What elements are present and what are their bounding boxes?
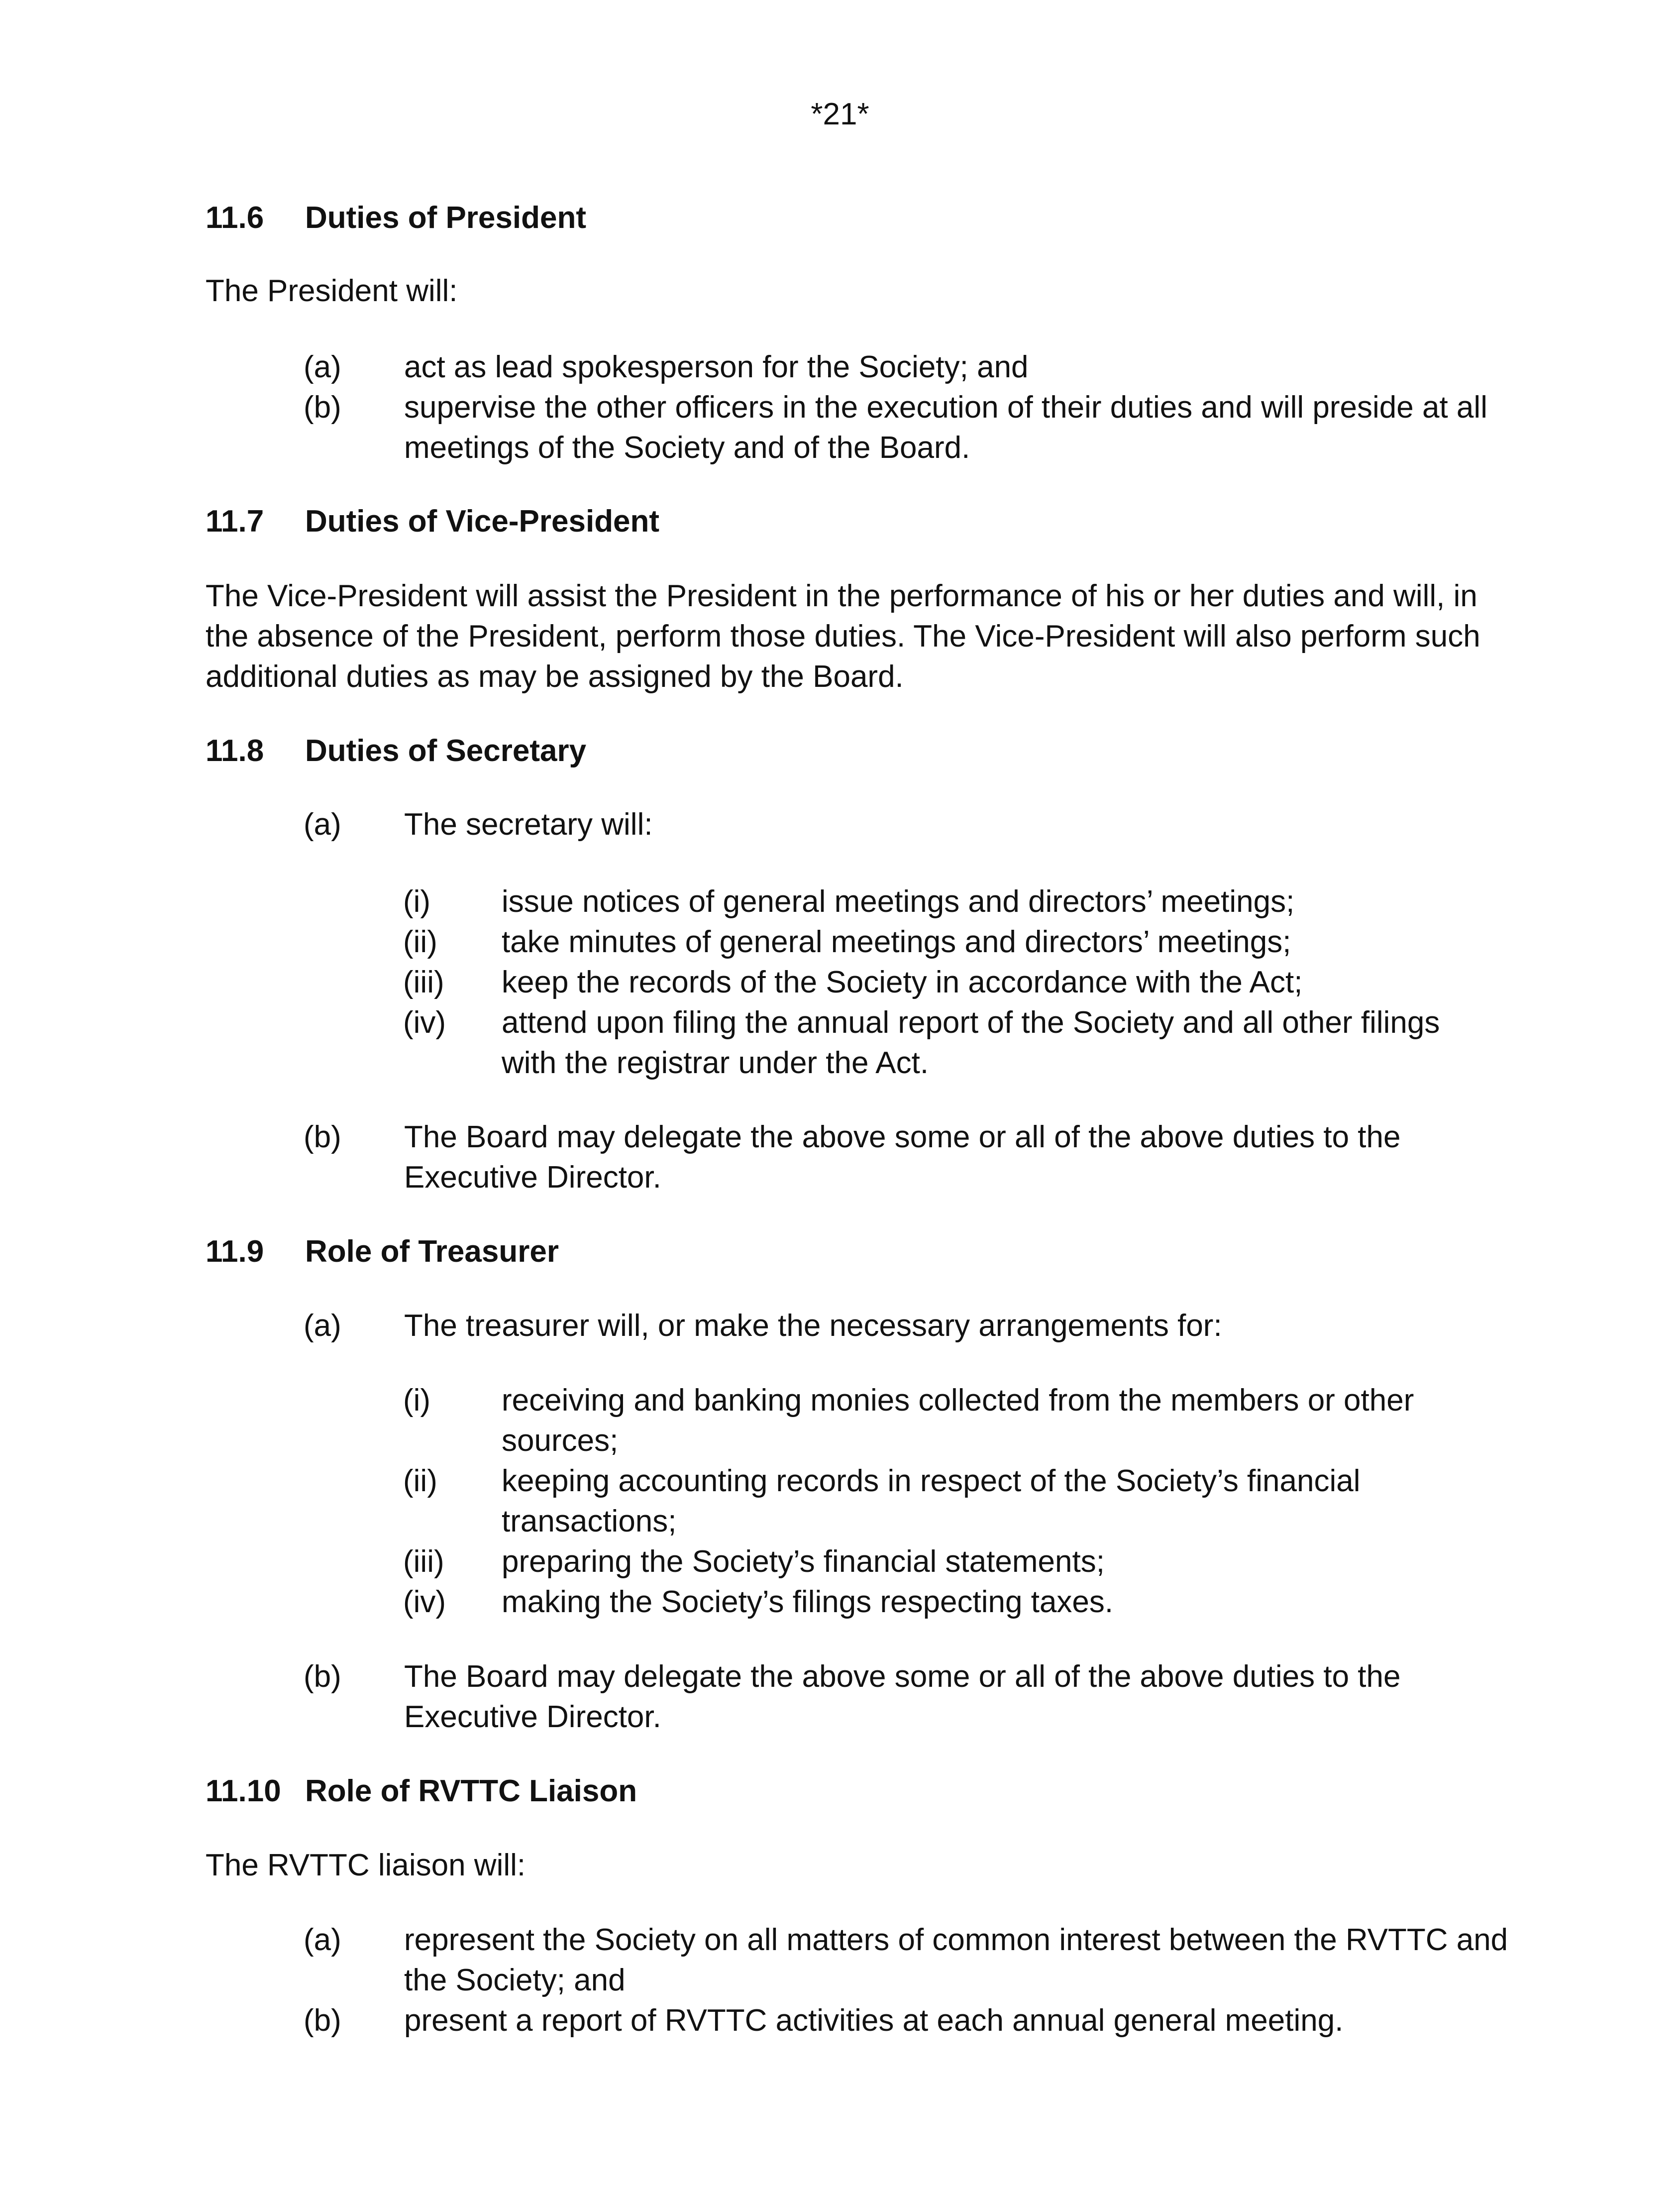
paragraph-line: additional duties as may be assigned by the Board.: [206, 659, 904, 694]
subitem-text: preparing the Society’s financial statements;: [502, 1544, 1105, 1579]
item-text: The secretary will:: [404, 807, 653, 842]
page-number: *21*: [811, 97, 869, 131]
subitem-text: receiving and banking monies collected from the members or other: [502, 1383, 1414, 1418]
item-label: (a): [304, 350, 341, 384]
item-text: supervise the other officers in the execution of their duties and will preside at all: [404, 390, 1487, 425]
subitem-text: keeping accounting records in respect of the Society’s financial: [502, 1464, 1361, 1498]
section-title: Duties of Secretary: [305, 734, 587, 768]
subitem-text: sources;: [502, 1424, 619, 1458]
section-intro: The RVTTC liaison will:: [206, 1848, 526, 1882]
section-number: 11.10: [206, 1774, 281, 1808]
section-heading-11-8: [206, 731, 586, 771]
subitem-text: making the Society’s filings respecting taxes.: [502, 1585, 1114, 1619]
item-label: (b): [304, 390, 341, 425]
section-title: Role of Treasurer: [305, 1234, 559, 1269]
section-number: 11.7: [206, 504, 264, 539]
item-text: Executive Director.: [404, 1700, 661, 1734]
item-text: Executive Director.: [404, 1160, 661, 1195]
item-text: The Board may delegate the above some or all of the above duties to the: [404, 1659, 1401, 1694]
section-heading-11-10: [206, 1771, 637, 1811]
subitem-text: issue notices of general meetings and directors’ meetings;: [502, 884, 1295, 919]
section-number: 11.8: [206, 734, 264, 768]
subitem-label: (iv): [403, 1585, 446, 1619]
item-text: The Board may delegate the above some or all of the above duties to the: [404, 1120, 1401, 1154]
section-intro: The President will:: [206, 274, 458, 308]
section-heading-11-9: [206, 1232, 559, 1272]
subitem-text: transactions;: [502, 1504, 677, 1538]
item-text: act as lead spokesperson for the Society; and: [404, 350, 1029, 384]
subitem-label: (i): [403, 1383, 431, 1418]
subitem-text: keep the records of the Society in accordance with the Act;: [502, 965, 1303, 999]
section-title: Duties of President: [305, 201, 586, 235]
item-label: (a): [304, 807, 341, 842]
section-number: 11.9: [206, 1234, 264, 1269]
subitem-text: with the registrar under the Act.: [502, 1046, 929, 1080]
item-label: (a): [304, 1309, 341, 1343]
section-heading-11-6: [206, 198, 586, 238]
item-text: meetings of the Society and of the Board.: [404, 431, 970, 465]
item-text: the Society; and: [404, 1963, 626, 1997]
item-text: The treasurer will, or make the necessary arrangements for:: [404, 1309, 1222, 1343]
item-label: (b): [304, 2003, 341, 2038]
item-text: present a report of RVTTC activities at each annual general meeting.: [404, 2003, 1344, 2038]
subitem-label: (ii): [403, 925, 437, 959]
subitem-label: (i): [403, 884, 431, 919]
item-label: (b): [304, 1120, 341, 1154]
item-text: represent the Society on all matters of common interest between the RVTTC and: [404, 1923, 1508, 1957]
subitem-label: (iii): [403, 1544, 444, 1579]
section-heading-11-7: [206, 502, 659, 542]
paragraph-line: The Vice-President will assist the President in the performance of his or her duties and will, in: [206, 579, 1477, 613]
subitem-text: take minutes of general meetings and directors’ meetings;: [502, 925, 1291, 959]
item-label: (a): [304, 1923, 341, 1957]
section-title: Duties of Vice-President: [305, 504, 660, 539]
subitem-label: (iv): [403, 1005, 446, 1040]
subitem-label: (ii): [403, 1464, 437, 1498]
subitem-text: attend upon filing the annual report of the Society and all other filings: [502, 1005, 1440, 1040]
subitem-label: (iii): [403, 965, 444, 999]
section-number: 11.6: [206, 201, 264, 235]
section-title: Role of RVTTC Liaison: [305, 1774, 637, 1808]
paragraph-line: the absence of the President, perform those duties. The Vice-President will also perform such: [206, 619, 1480, 654]
item-label: (b): [304, 1659, 341, 1694]
